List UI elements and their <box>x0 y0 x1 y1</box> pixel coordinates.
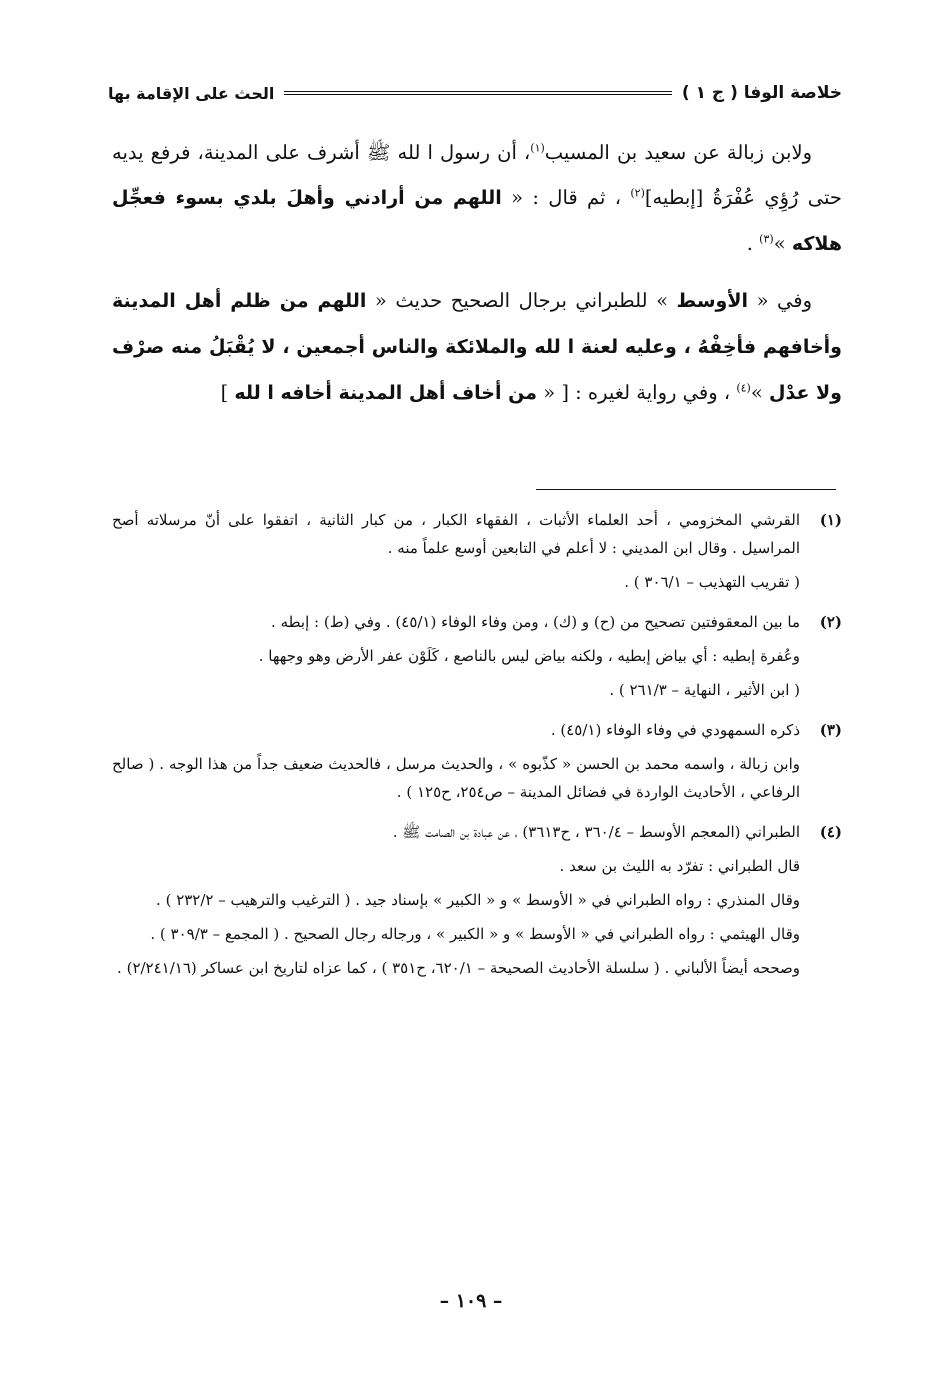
text-run: » <box>750 381 763 404</box>
text-run: » <box>773 232 786 255</box>
main-text <box>112 130 842 427</box>
footnote-line: وصححه أيضاً الألباني . ( سلسلة الأحاديث الصحيحة – ٦٢٠/١، ح٣٥١ ) ، كما عزاه لتاريخ ابن عساكر (٢/٢٤١/١٦) . <box>117 959 800 977</box>
text-run: ، وفي رواية لغيره : [ « <box>543 381 731 404</box>
footnote-2 <box>112 608 842 710</box>
footnote-line: قال الطبراني : تفرّد به الليث بن سعد . <box>559 857 800 875</box>
page-number: – ١٠٩ – <box>439 1290 503 1312</box>
text-run: ، ثم قال : « <box>511 186 622 209</box>
book-name: الأوسط <box>676 290 749 312</box>
hadith-quote-variant: من أخاف أهل المدينة أخافه ا لله <box>234 382 537 404</box>
footnote-line: وابن زبالة ، واسمه محمد بن الحسن « كذّبوه » ، والحديث مرسل ، فالحديث ضعيف جداً من هذا الوجه . ( صالح الرفاعي ، الأحاديث الواردة في فضائل المدينة – ص٢٥٤، ح١٢٥ ) . <box>112 755 800 801</box>
header-rule <box>284 91 672 95</box>
footnote-line: وعُفرة إبطيه : أي بياض إبطيه ، ولكنه بياض ليس بالناصع ، كَلَوْن عفر الأرض وهو وجهها . <box>258 647 800 665</box>
running-header <box>108 80 842 106</box>
footnote-line: الطبراني (المعجم الأوسط – ٣٦٠/٤ ، ح٣٦١٣) ، عن عبادة بن الصامت ﷺ . <box>392 823 800 841</box>
paragraph-1 <box>112 130 842 267</box>
footnote-ref-1[interactable]: (١) <box>530 141 545 155</box>
footnote-1 <box>112 506 842 602</box>
text-run: » للطبراني برجال الصحيح حديث « <box>374 289 669 312</box>
footnote-4 <box>112 818 842 988</box>
footnote-number: (٢) <box>819 613 842 631</box>
text-run: . <box>746 232 753 255</box>
footnote-line: القرشي المخزومي ، أحد العلماء الأثبات ، الفقهاء الكبار ، من كبار الثانية ، اتفقوا على أنّ مرسلاته أصح المراسيل . وقال ابن المديني : لا أعلم في التابعين أوسع علماً منه . <box>112 511 800 557</box>
text-run: ] <box>220 381 229 404</box>
footnotes <box>112 506 842 994</box>
header-book-title: خلاصة الوفا ( ج ١ ) <box>681 83 842 103</box>
footnote-line: ما بين المعقوفتين تصحيح من (ح) و (ك) ، ومن وفاء الوفاء (٤٥/١) . وفي (ط) : إبطه . <box>271 613 800 631</box>
text-run: ، أن رسول ا لله ﷺ أشرف على المدينة، فرفع يديه حتى رُؤِي عُفْرَةُ [إبطيه] <box>112 141 842 209</box>
footnote-line: ( تقريب التهذيب – ٣٠٦/١ ) . <box>624 573 800 591</box>
paragraph-2 <box>112 278 842 416</box>
footnote-ref-4[interactable]: (٤) <box>736 381 751 395</box>
footnote-ref-2[interactable]: (٢) <box>630 186 645 200</box>
footnote-number: (١) <box>819 511 842 529</box>
footnote-number: (٣) <box>819 721 842 739</box>
footnote-line: وقال المنذري : رواه الطبراني في « الأوسط » و « الكبير » بإسناد جيد . ( الترغيب والترهيب – ٢٣٢/٢ ) . <box>156 891 800 909</box>
header-chapter-topic: الحث على الإقامة بها <box>108 83 275 103</box>
footnote-number: (٤) <box>819 823 842 841</box>
footnote-line: وقال الهيثمي : رواه الطبراني في « الأوسط » و « الكبير » ، ورجاله رجال الصحيح . ( المجمع – ٣٠٩/٣ ) . <box>150 925 800 943</box>
hadith-quote: اللهم من ظلم أهل المدينة وأخافهم فأخِفْهُ ، وعليه لعنة ا لله والملائكة والناس أجمعين ، لا يُقْبَلُ منه صرْف ولا عدْل <box>112 290 842 404</box>
hadith-quote: اللهم من أرادني وأهلَ بلدي بسوء فعجِّل هلاكه <box>112 187 842 255</box>
text-run: ولابن زبالة عن سعيد بن المسيب <box>544 141 812 164</box>
footnote-line: ذكره السمهودي في وفاء الوفاء (٤٥/١) . <box>550 721 800 739</box>
footnote-3 <box>112 716 842 812</box>
footnote-line: ( ابن الأثير ، النهاية – ٢٦١/٣ ) . <box>609 681 800 699</box>
footnote-ref-3[interactable]: (٣) <box>759 232 774 246</box>
footnote-separator <box>536 489 836 490</box>
text-run: وفي « <box>756 289 812 312</box>
